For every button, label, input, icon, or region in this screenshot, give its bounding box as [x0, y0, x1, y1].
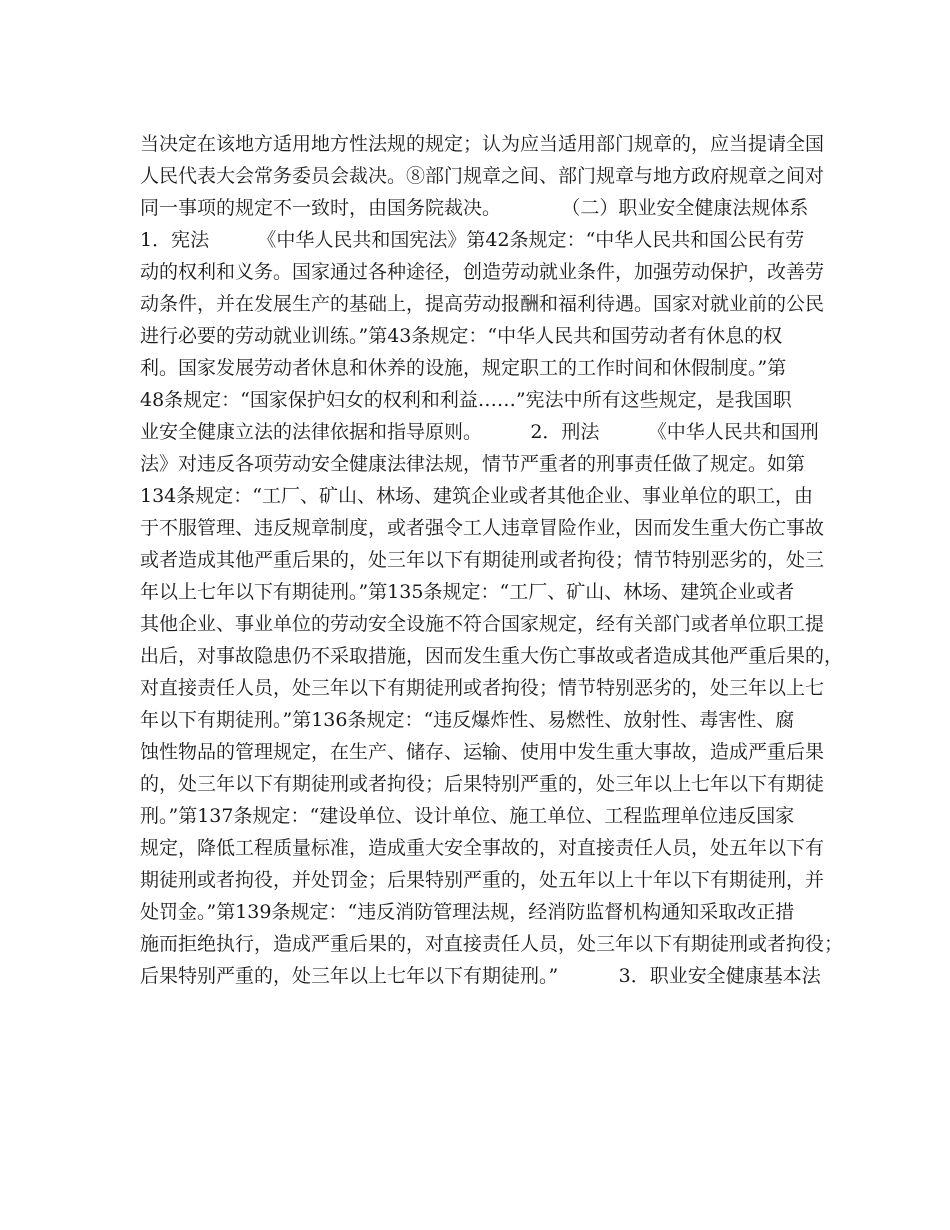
- text-line: 动的权利和义务。国家通过各种途径，创造劳动就业条件，加强劳动保护，改善劳: [140, 261, 825, 283]
- text-line: 进行必要的劳动就业训练。”第43条规定：“中华人民共和国劳动者有休息的权: [140, 325, 783, 347]
- text-line: 出后，对事故隐患仍不采取措施，因而发生重大伤亡事故或者造成其他严重后果的，: [140, 645, 844, 667]
- text-line: 刑。”第137条规定：“建设单位、设计单位、施工单位、工程监理单位违反国家: [140, 805, 795, 827]
- text-line: 年以下有期徒刑。”第136条规定：“违反爆炸性、易燃性、放射性、毒害性、腐: [140, 709, 795, 731]
- text-line: 的，处三年以下有期徒刑或者拘役；后果特别严重的，处三年以上七年以下有期徒: [140, 773, 825, 795]
- text-line: 法》对违反各项劳动安全健康法律法规，情节严重者的刑事责任做了规定。如第: [140, 453, 806, 475]
- text-line: 于不服管理、违反规章制度，或者强令工人违章冒险作业，因而发生重大伤亡事故: [140, 517, 825, 539]
- text-line: 业安全健康立法的法律依据和指导原则。 2．刑法 《中华人民共和国刑: [140, 421, 819, 443]
- text-line: 规定，降低工程质量标准，造成重大安全事故的，对直接责任人员，处五年以下有: [140, 837, 825, 859]
- text-line: 134条规定：“工厂、矿山、林场、建筑企业或者其他企业、事业单位的职工，由: [140, 485, 813, 507]
- text-line: 施而拒绝执行，造成严重后果的，对直接责任人员，处三年以下有期徒刑或者拘役；: [140, 933, 844, 955]
- text-line: 人民代表大会常务委员会裁决。⑧部门规章之间、部门规章与地方政府规章之间对: [140, 165, 825, 187]
- text-line: 其他企业、事业单位的劳动安全设施不符合国家规定，经有关部门或者单位职工提: [140, 613, 825, 635]
- text-line: 动条件，并在发展生产的基础上，提高劳动报酬和福利待遇。国家对就业前的公民: [140, 293, 825, 315]
- text-line: 1．宪法 《中华人民共和国宪法》第42条规定：“中华人民共和国公民有劳: [140, 229, 805, 251]
- text-line: 利。国家发展劳动者休息和休养的设施，规定职工的工作时间和休假制度。”第: [140, 357, 787, 379]
- text-line: 蚀性物品的管理规定，在生产、储存、运输、使用中发生重大事故，造成严重后果: [140, 741, 825, 763]
- text-line: 当决定在该地方适用地方性法规的规定；认为应当适用部门规章的，应当提请全国: [140, 133, 825, 155]
- text-line: 处罚金。”第139条规定：“违反消防管理法规，经消防监督机构通知采取改正措: [140, 901, 795, 923]
- text-line: 期徒刑或者拘役，并处罚金；后果特别严重的，处五年以上十年以下有期徒刑，并: [140, 869, 825, 891]
- text-line: 或者造成其他严重后果的，处三年以下有期徒刑或者拘役；情节特别恶劣的，处三: [140, 549, 825, 571]
- text-line: 年以上七年以下有期徒刑。”第135条规定：“工厂、矿山、林场、建筑企业或者: [140, 581, 795, 603]
- text-line: 后果特别严重的，处三年以上七年以下有期徒刑。” 3．职业安全健康基本法: [140, 965, 821, 987]
- body-text: [140, 128, 844, 992]
- text-line: 48条规定：“国家保护妇女的权利和利益……”宪法中所有这些规定，是我国职: [140, 389, 792, 411]
- text-line: 对直接责任人员，处三年以下有期徒刑或者拘役；情节特别恶劣的，处三年以上七: [140, 677, 825, 699]
- text-line: 同一事项的规定不一致时，由国务院裁决。 （二）职业安全健康法规体系: [140, 197, 809, 219]
